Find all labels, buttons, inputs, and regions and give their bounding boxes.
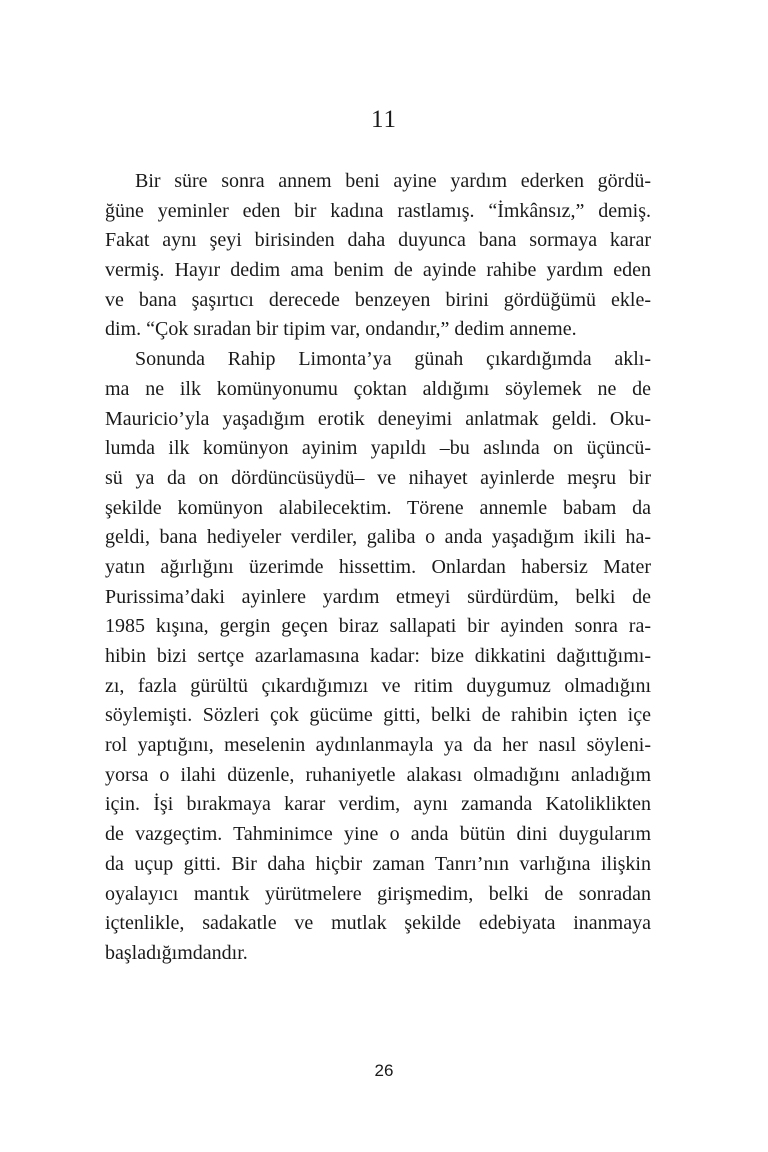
page-number: 26 [374,1061,394,1080]
text-line: yatın ağırlığını üzerimde hissettim. Onlardan habersiz Mater [105,555,651,578]
text-line: Sonunda Rahip Limonta’ya günah çıkardığımda aklı- [135,348,651,371]
text-line: başladığımdandır. [105,941,248,964]
text-line: ma ne ilk komünyonumu çoktan aldığımı söylemek ne de [105,377,651,400]
text-line: şekilde komünyon alabilecektim. Törene annemle babam da [105,496,651,519]
text-line: ve bana şaşırtıcı derecede benzeyen birini gördüğümü ekle- [105,288,651,311]
text-line: içtenlikle, sadakatle ve mutlak şekilde edebiyata inanmaya [105,912,651,935]
text-line: Bir süre sonra annem beni ayine yardım ederken gördü- [135,170,651,192]
text-line: sü ya da on dördüncüsüydü– ve nihayet ayinlerde meşru bir [105,466,651,489]
text-line: vermiş. Hayır dedim ama benim de ayinde rahibe yardım eden [105,259,651,282]
text-line: dim. “Çok sıradan bir tipim var, ondandır,” dedim anneme. [105,318,577,341]
text-line: 1985 kışına, gergin geçen biraz sallapati bir ayinden sonra ra- [105,615,651,638]
text-line: Fakat aynı şeyi birisinden daha duyunca bana sormaya karar [105,229,651,252]
text-line: lumda ilk komünyon ayinim yapıldı –bu aslında on üçüncü- [105,437,651,460]
text-line: zı, fazla gürültü çıkardığımızı ve ritim duygumuz olmadığını [105,674,651,697]
text-line: söylemişti. Sözleri çok gücüme gitti, belki de rahibin içten içe [105,704,651,727]
text-line: Purissima’daki ayinlere yardım etmeyi sürdürdüm, belki de [105,585,651,608]
text-line: yorsa o ilahi düzenle, ruhaniyetle alakası olmadığını anladığım [105,763,651,786]
text-line: Mauricio’yla yaşadığım erotik deneyimi anlatmak geldi. Oku- [105,407,651,430]
text-line: de vazgeçtim. Tahminimce yine o anda bütün dini duygularım [105,823,651,846]
text-line: hibin bizi sertçe azarlamasına kadar: bize dikkatini dağıttığımı- [105,645,651,667]
chapter-number: 11 [370,106,398,133]
text-line: rol yaptığını, meselenin aydınlanmayla ya da her nasıl söyleni- [105,734,651,757]
body-text [105,167,651,969]
text-line: geldi, bana hediyeler verdiler, galiba o anda yaşadığım ikili ha- [105,526,651,549]
text-line: ğüne yeminler eden bir kadına rastlamış. “İmkânsız,” demiş. [105,199,651,222]
paragraph-1 [105,167,651,345]
text-line: için. İşi bırakmaya karar verdim, aynı zamanda Katoliklikten [105,793,651,816]
text-line: oyalayıcı mantık yürütmelere girişmedim, belki de sonradan [105,882,651,905]
paragraph-2 [105,345,651,968]
text-line: da uçup gitti. Bir daha hiçbir zaman Tanrı’nın varlığına ilişkin [105,852,651,875]
